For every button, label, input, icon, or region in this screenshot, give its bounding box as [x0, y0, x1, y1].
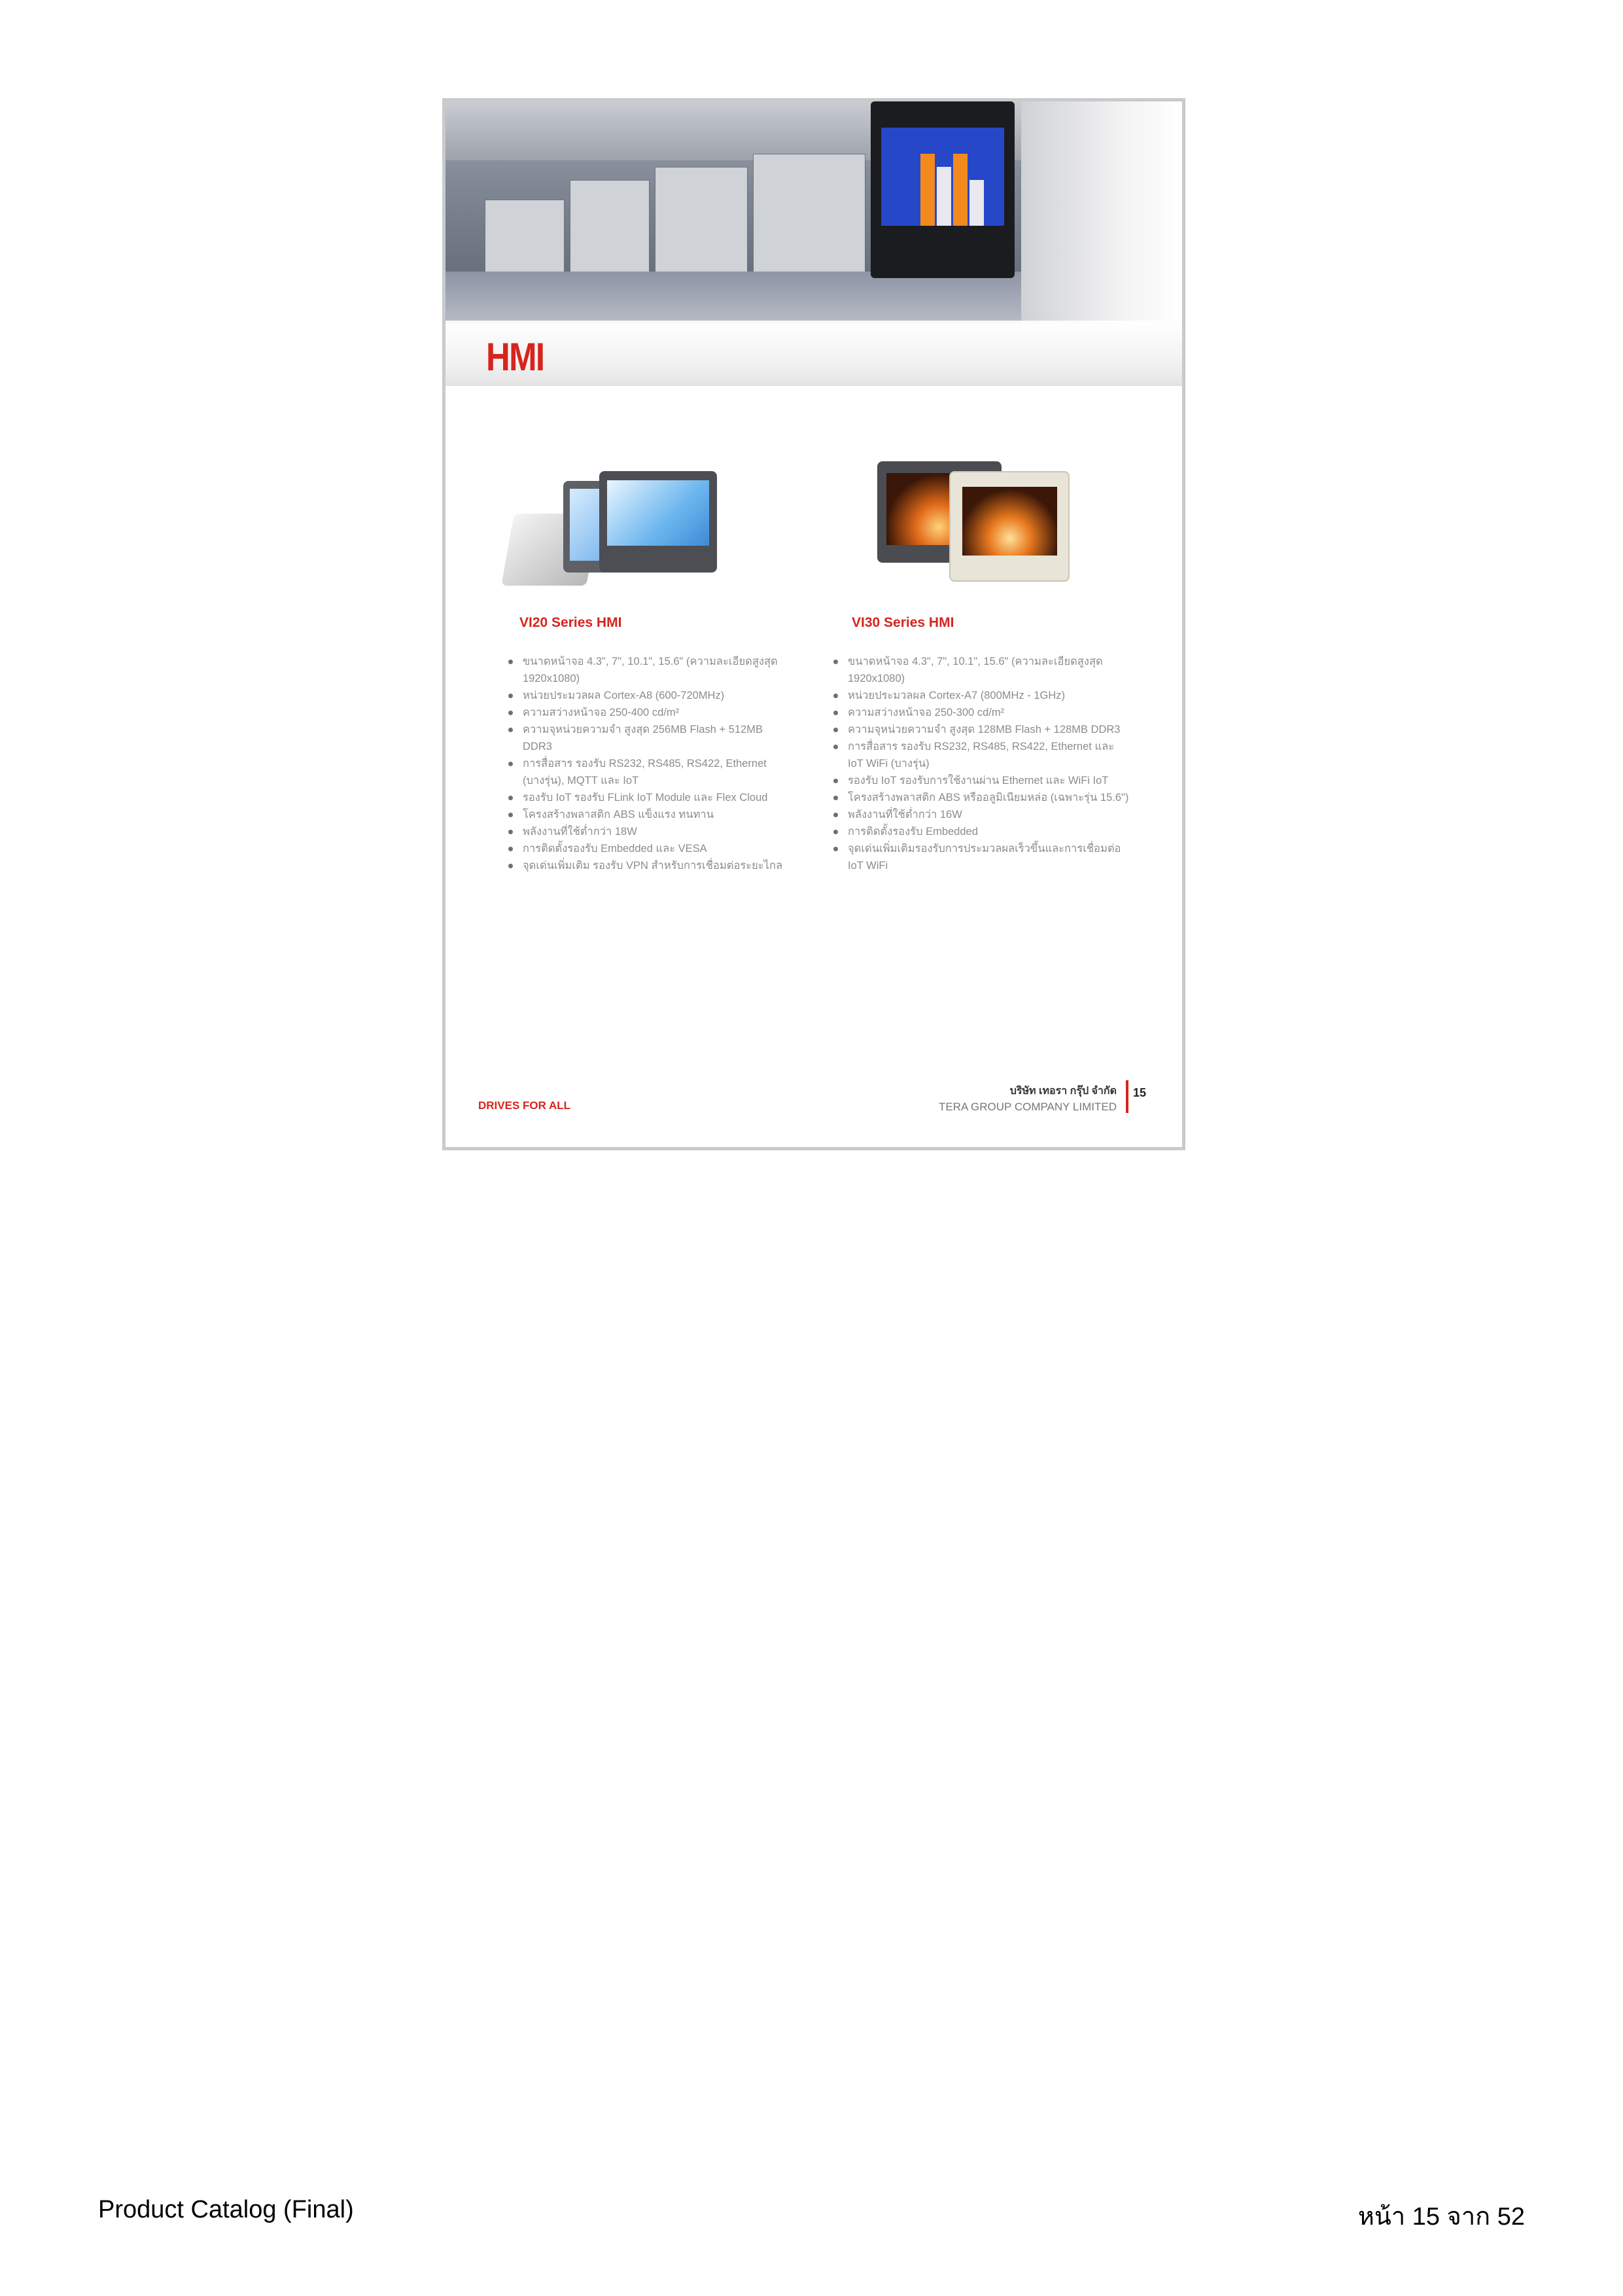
list-item: พลังงานที่ใช้ต่ำกว่า 18W — [523, 823, 811, 840]
vi30-title: VI30 Series HMI — [852, 615, 954, 630]
vi20-spec-list — [504, 653, 811, 874]
company-name-english: TERA GROUP COMPANY LIMITED — [938, 1101, 1117, 1113]
page-number-divider — [1126, 1080, 1128, 1113]
list-item: จุดเด่นเพิ่มเติม รองรับ VPN สำหรับการเชื่อมต่อระยะไกล — [523, 857, 811, 874]
list-item: รองรับ IoT รองรับการใช้งานผ่าน Ethernet และ WiFi IoT — [848, 772, 1181, 789]
list-item: การสื่อสาร รองรับ RS232, RS485, RS422, Ethernet และ — [848, 738, 1181, 755]
list-item: ความสว่างหน้าจอ 250-300 cd/m² — [848, 704, 1181, 721]
control-room-photo — [445, 101, 1182, 324]
list-item: หน่วยประมวลผล Cortex-A7 (800MHz - 1GHz) — [848, 687, 1181, 704]
vi20-product-image — [508, 448, 724, 599]
list-item: การสื่อสาร รองรับ RS232, RS485, RS422, Ethernet — [523, 755, 811, 772]
vi20-title: VI20 Series HMI — [519, 615, 622, 630]
list-item-continued: (บางรุ่น), MQTT และ IoT — [523, 775, 639, 786]
list-item: จุดเด่นเพิ่มเติมรองรับการประมวลผลเร็วขึ้นและการเชื่อมต่อ — [848, 840, 1181, 857]
list-item: ความสว่างหน้าจอ 250-400 cd/m² — [523, 704, 811, 721]
list-item: ขนาดหน้าจอ 4.3", 7", 10.1", 15.6" (ความละเอียดสูงสุด — [848, 653, 1181, 670]
list-item-continued: 1920x1080) — [523, 673, 580, 684]
list-item: โครงสร้างพลาสติก ABS แข็งแรง ทนทาน — [523, 806, 811, 823]
list-item: โครงสร้างพลาสติก ABS หรืออลูมิเนียมหล่อ (เฉพาะรุ่น 15.6") — [848, 789, 1181, 806]
document-title: Product Catalog (Final) — [98, 2196, 354, 2223]
list-item: ความจุหน่วยความจำ สูงสุด 256MB Flash + 512MB — [523, 721, 811, 738]
list-item-continued: IoT WiFi — [848, 860, 888, 872]
vi30-product-image — [877, 455, 1073, 592]
catalog-page — [442, 98, 1185, 1150]
title-band — [445, 321, 1182, 386]
list-item: ความจุหน่วยความจำ สูงสุด 128MB Flash + 128MB DDR3 — [848, 721, 1181, 738]
monitor-image — [871, 101, 1015, 278]
section-title: HMI — [486, 335, 544, 379]
list-item: การติดตั้งรองรับ Embedded — [848, 823, 1181, 840]
list-item: การติดตั้งรองรับ Embedded และ VESA — [523, 840, 811, 857]
slogan: DRIVES FOR ALL — [478, 1099, 571, 1112]
page-number: 15 — [1132, 1086, 1146, 1099]
list-item: หน่วยประมวลผล Cortex-A8 (600-720MHz) — [523, 687, 811, 704]
list-item-continued: IoT WiFi (บางรุ่น) — [848, 758, 930, 769]
company-name-thai: บริษัท เทอรา กรุ๊ป จำกัด — [1009, 1086, 1117, 1097]
list-item-continued: DDR3 — [523, 741, 552, 752]
list-item: ขนาดหน้าจอ 4.3", 7", 10.1", 15.6" (ความละเอียดสูงสุด — [523, 653, 811, 670]
list-item: รองรับ IoT รองรับ FLink IoT Module และ Flex Cloud — [523, 789, 811, 806]
list-item-continued: 1920x1080) — [848, 673, 905, 684]
document-page-info: หน้า 15 จาก 52 — [1357, 2203, 1525, 2231]
list-item: พลังงานที่ใช้ต่ำกว่า 16W — [848, 806, 1181, 823]
vi30-spec-list — [829, 653, 1181, 874]
